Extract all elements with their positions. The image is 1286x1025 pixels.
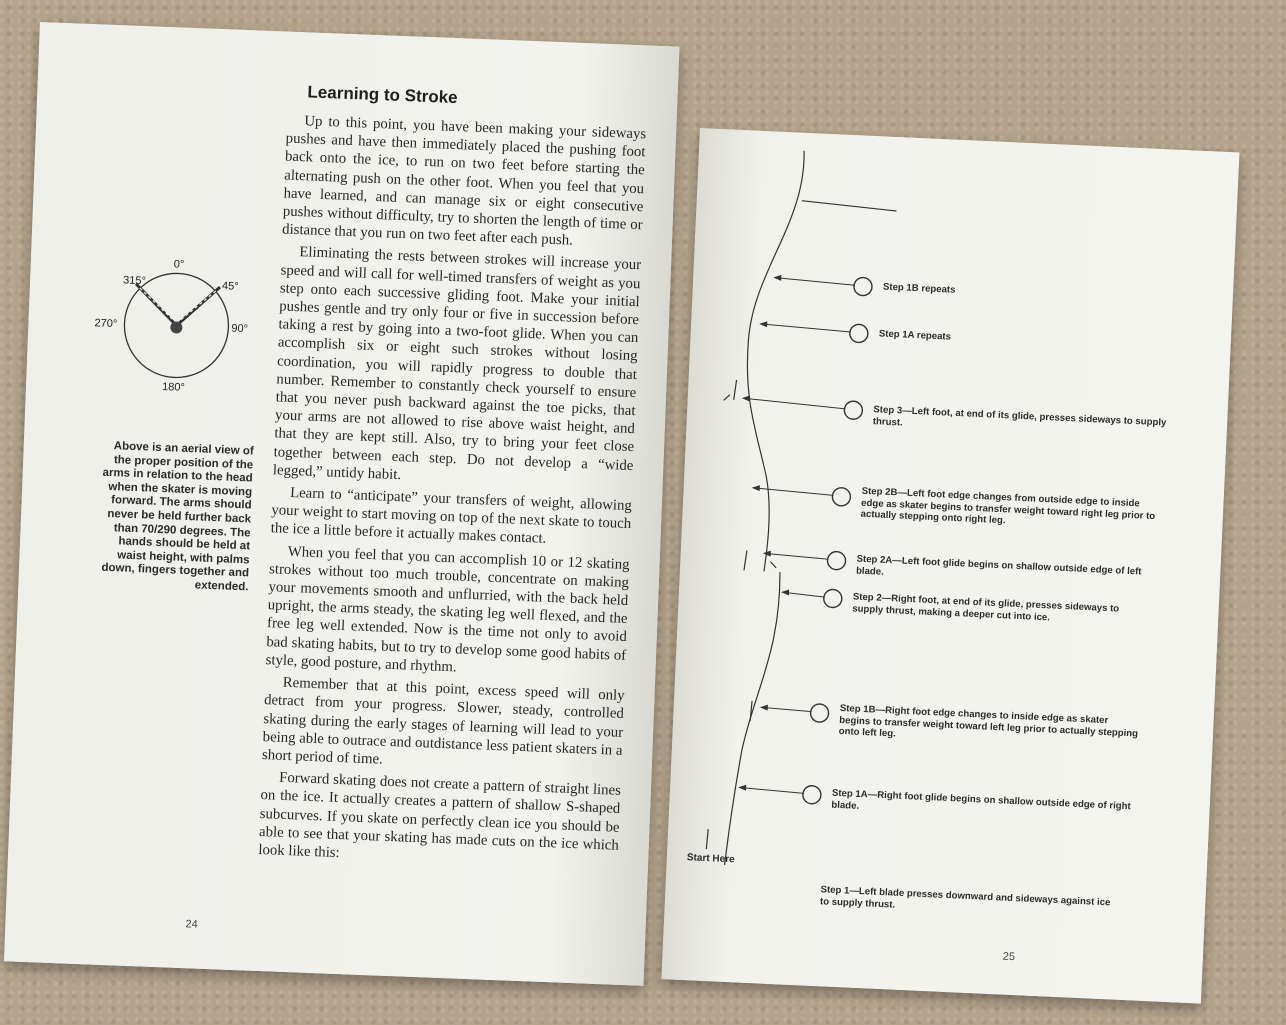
cut-mark: [744, 550, 747, 570]
step-marker-1b: [759, 701, 829, 722]
paragraph: Remember that at this point, excess speed will only detract from your progress. Slower, steady, controlled skating during the early stages of learning will lead to your being able to outrace and outdistance less patient skaters in a short period of time.: [261, 674, 625, 768]
step-marker-1a: [738, 782, 822, 804]
top-tick: [802, 201, 897, 211]
step-label-2a: Step 2A—Left foot glide begins on shallow outside edge of left blade.: [855, 553, 1142, 578]
paragraph: Up to this point, you have been making your sideways pushes and have then immediately placed the pushing foot back onto the ice, to run on two feet before starting the alternating push on the other foot. When you feel that you have learned, and can manage six or eight consecutive pushes without difficulty, try to shorten the length of time or distance that you run on two feet after each push.: [281, 113, 647, 249]
angle-0: 0°: [173, 258, 185, 271]
cut-mark: [750, 701, 752, 721]
angle-180: 180°: [161, 380, 186, 394]
section-heading: Learning to Stroke: [307, 82, 458, 108]
step-marker-2: [780, 587, 842, 608]
step-label-3: Step 3—Left foot, at end of its glide, presses sideways to supply thrust.: [872, 404, 1167, 429]
angle-270: 270°: [94, 317, 118, 331]
step-label-1b: Step 1B—Right foot edge changes to inside edge as skater begins to transfer weight toward left leg prior to actually stepping onto left leg.: [838, 702, 1139, 740]
start-here-label: Start Here: [686, 852, 735, 866]
diagram-caption: Above is an aerial view of the proper position of the arms in relation to the head when the skater is moving forward. The arms should never be held further back than 70/290 degrees. The hands should be held at waist height, with palms down, fingers together and extended.: [101, 440, 254, 594]
step-label-1b-repeats: Step 1B repeats: [882, 281, 956, 296]
paragraph: When you feel that you can accomplish 10 or 12 skating strokes without too much trouble, concentrate on making your movements smooth and unflurried, with the back held upright, the arms steady, the skating leg well flexed, and the free leg well extended. Now is the time not only to avoid bad skating habits, but to try to develop some good habits of style, good posture, and rhythm.: [265, 543, 630, 676]
page-number-right: 25: [1002, 950, 1016, 964]
step-label-2: Step 2—Right foot, at end of its glide, presses sideways to supply thrust, making a deeper cut into ice.: [852, 591, 1120, 623]
angle-315: 315°: [122, 274, 147, 288]
step-marker-2b: [751, 484, 851, 506]
paragraph: Eliminating the rests between strokes will increase your speed and will call for well-timed transfers of weight as you step onto each successive gliding foot. Make your initial pushes gentle and try only four or five in succession before taking a rest by going into a two-foot glide. When you can accomplish six or eight such strokes without losing coordination, you will rapidly progress to double that number. Remember to constantly check yourself to ensure that you never push backward against the toe picks, that your arms are not allowed to rise above waist height, and that they are kept still. Also, try to bring your feet close together between each step. Do not develop a “wide legged,” untidy habit.: [272, 244, 642, 484]
paragraph: Learn to “anticipate” your transfers of weight, allowing your weight to start moving on top of the next skate to touch the ice a little before it actually makes contact.: [270, 485, 633, 548]
right-page: [661, 128, 1239, 1004]
left-arm: [134, 284, 178, 326]
page-number-left: 24: [185, 918, 198, 931]
step-marker-1b-repeats: [773, 273, 873, 295]
step-label-2b: Step 2B—Left foot edge changes from outside edge to inside edge as skater begins to transfer weight toward right leg prior to actually stepping onto right leg.: [860, 485, 1156, 527]
step-marker-3: [741, 395, 863, 419]
step-marker-1a-repeats: [759, 320, 869, 343]
step-label-1a-repeats: Step 1A repeats: [878, 328, 952, 343]
step-label-1a: Step 1A—Right foot glide begins on shallow outside edge of right blade.: [831, 787, 1131, 813]
cut-mark: [770, 562, 776, 568]
cut-mark: [724, 394, 730, 400]
skate-cut-lower: [725, 570, 781, 867]
angle-45: 45°: [221, 280, 239, 293]
left-page: [4, 22, 680, 986]
left-arm-detail: [139, 288, 176, 321]
right-arm: [176, 285, 220, 327]
paragraph: Forward skating does not create a pattern of straight lines on the ice. It actually creates a pattern of shallow S-shaped subcurves. If you skate on perfectly clean ice you should be able to see that your skating has made cuts on the ice which look like this:: [258, 769, 622, 862]
angle-90: 90°: [231, 322, 249, 336]
step-label-1: Step 1—Left blade presses downward and sideways against ice to supply thrust.: [819, 884, 1111, 911]
cut-mark: [734, 380, 737, 400]
cut-mark: [706, 829, 708, 849]
skate-cut-upper: [738, 149, 805, 573]
